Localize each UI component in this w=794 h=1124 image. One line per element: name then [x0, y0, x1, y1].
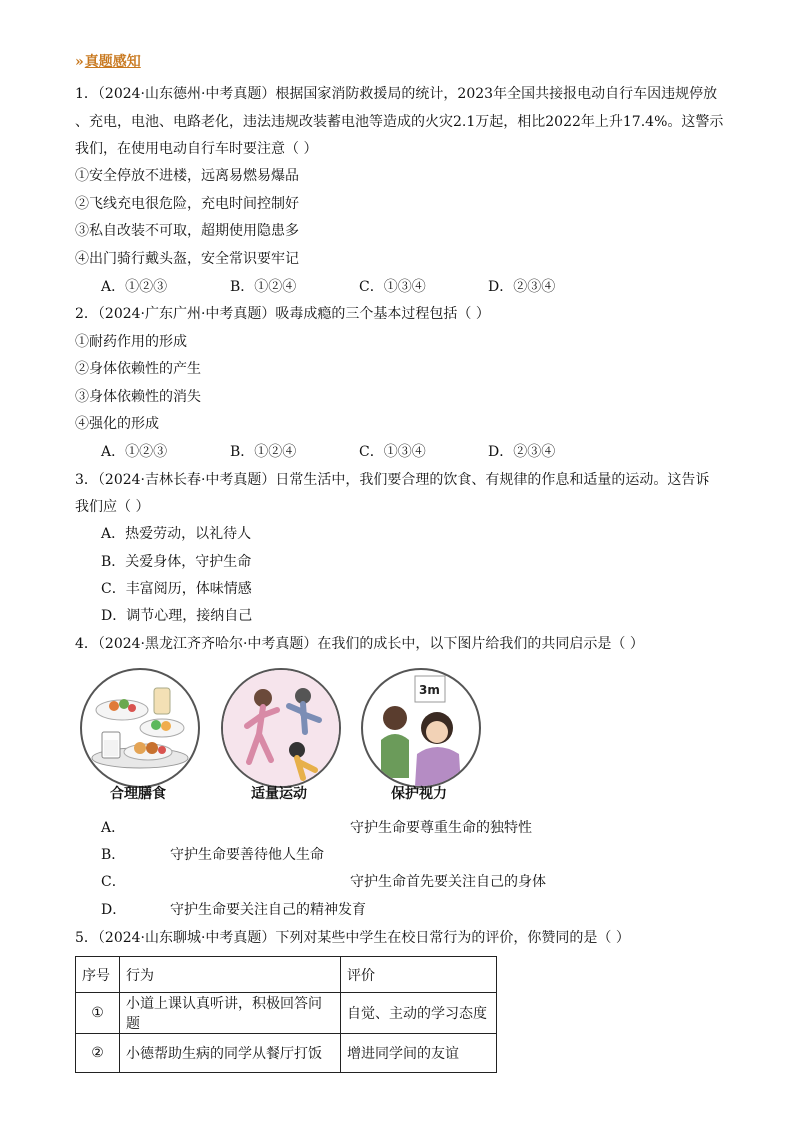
q1-item: ③私自改装不可取，超期使用隐患多 [75, 223, 299, 239]
q2-item: ②身体依赖性的产生 [75, 361, 201, 377]
q1-option-a[interactable]: A．①②③ [101, 279, 168, 295]
table-header-cell: 评价 [341, 957, 497, 993]
q4-stem: 4．（2024·黑龙江齐齐哈尔·中考真题）在我们的成长中，以下图片给我们的共同启示是（ ） [75, 636, 644, 652]
q4-option-d-text: 守护生命要关注自己的精神发育 [170, 902, 366, 918]
q1-option-c[interactable]: C．①③④ [359, 279, 426, 295]
q2-item: ①耐药作用的形成 [75, 334, 187, 350]
q1-stem-line3: 我们，在使用电动自行车时要注意（ ） [75, 141, 318, 157]
q3-option-a[interactable]: A．热爱劳动，以礼待人 [101, 526, 252, 542]
eye-chart-label: 3m [419, 683, 440, 697]
food-illustration [80, 668, 200, 788]
table-cell: 小德帮助生病的同学从餐厅打饭 [120, 1034, 341, 1073]
section-header [75, 52, 141, 72]
q1-stem-line2: 、充电，电池、电路老化，违法违规改装蓄电池等造成的火灾2.1万起，相比2022年上升17.4%。这警示 [75, 114, 724, 130]
q4-option-c-text: 守护生命首先要关注自己的身体 [350, 874, 546, 890]
double-chevron-icon: » [75, 54, 81, 70]
evaluation-table [75, 956, 497, 1073]
q4-option-d-letter[interactable]: D． [101, 902, 127, 918]
section-title: 真题感知 [84, 54, 141, 70]
q2-option-d[interactable]: D．②③④ [488, 444, 556, 460]
q2-option-c[interactable]: C．①③④ [359, 444, 426, 460]
q1-item: ④出门骑行戴头盔，安全常识要牢记 [75, 251, 299, 267]
table-cell: ① [76, 993, 120, 1034]
q1-options [101, 277, 617, 297]
q1-option-b[interactable]: B．①②④ [230, 279, 297, 295]
q5-stem: 5．（2024·山东聊城·中考真题）下列对某些中学生在校日常行为的评价，你赞同的是（ ） [75, 930, 630, 946]
table-cell: ② [76, 1034, 120, 1073]
q4-option-a-letter[interactable]: A． [101, 820, 126, 836]
exercise-illustration [221, 668, 341, 788]
q1-stem-line1: 1．（2024·山东德州·中考真题）根据国家消防救援局的统计，2023年全国共接报电动自行车因违规停放 [75, 86, 718, 102]
q2-option-b[interactable]: B．①②④ [230, 444, 297, 460]
q2-options [101, 442, 617, 462]
image-caption: 保护视力 [391, 786, 447, 802]
q4-option-c-letter[interactable]: C． [101, 874, 126, 890]
table-cell: 自觉、主动的学习态度 [341, 993, 497, 1034]
q3-option-d[interactable]: D．调节心理，接纳自己 [101, 608, 253, 624]
table-header-cell: 行为 [120, 957, 341, 993]
q1-item: ①安全停放不进楼，远离易燃易爆品 [75, 168, 299, 184]
q1-option-d[interactable]: D．②③④ [488, 279, 556, 295]
table-cell: 小道上课认真听讲，积极回答问题 [120, 993, 341, 1034]
q2-item: ④强化的形成 [75, 416, 159, 432]
q2-option-a[interactable]: A．①②③ [101, 444, 168, 460]
image-caption: 适量运动 [251, 786, 307, 802]
table-header-row [76, 957, 497, 993]
q3-stem-line2: 我们应（ ） [75, 499, 150, 515]
q3-stem-line1: 3．（2024·吉林长春·中考真题）日常生活中，我们要合理的饮食、有规律的作息和适量的运动。这告诉 [75, 472, 710, 488]
q2-stem: 2．（2024·广东广州·中考真题）吸毒成瘾的三个基本过程包括（ ） [75, 306, 490, 322]
image-caption: 合理膳食 [110, 786, 166, 802]
q2-item: ③身体依赖性的消失 [75, 389, 201, 405]
table-cell: 增进同学间的友谊 [341, 1034, 497, 1073]
eyesight-illustration [361, 668, 481, 788]
q3-option-c[interactable]: C．丰富阅历，体味情感 [101, 581, 252, 597]
q4-option-b-letter[interactable]: B． [101, 847, 126, 863]
q1-item: ②飞线充电很危险，充电时间控制好 [75, 196, 299, 212]
table-header-cell: 序号 [76, 957, 120, 993]
q4-option-a-text: 守护生命要尊重生命的独特性 [350, 820, 532, 836]
table-row [76, 1034, 497, 1073]
q4-option-b-text: 守护生命要善待他人生命 [170, 847, 324, 863]
table-row [76, 993, 497, 1034]
q3-option-b[interactable]: B．关爱身体，守护生命 [101, 554, 252, 570]
